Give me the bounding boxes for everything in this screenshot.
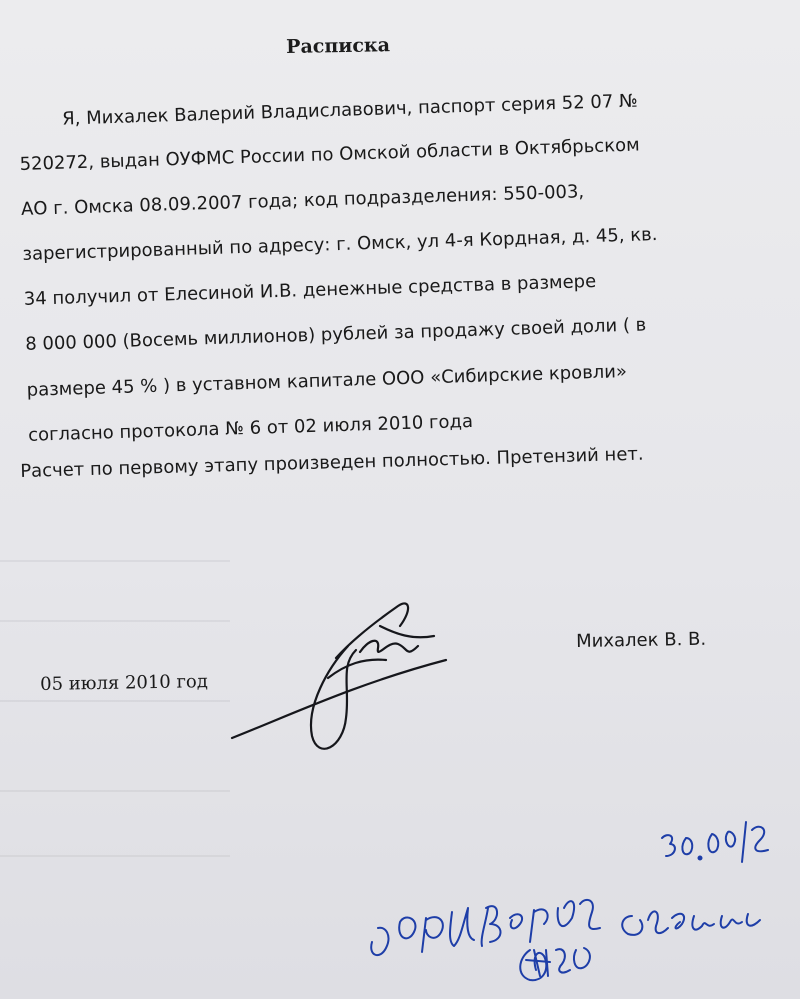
body-line: Я, Михалек Валерий Владиславович, паспорт серия 52 07 № — [61, 90, 639, 130]
body-line: 34 получил от Елесиной И.В. денежные средства в размере — [23, 270, 597, 310]
body-line: АО г. Омска 08.09.2007 года; код подразделения: 550-003, — [20, 181, 585, 220]
certification-note — [350, 800, 770, 990]
signature-image — [228, 588, 458, 778]
body-line: 520272, выдан ОУФМС России по Омской области в Октябрьском — [19, 134, 640, 175]
settlement-statement: Расчет по первому этапу произведен полностью. Претензий нет. — [20, 443, 644, 482]
document-title: Расписка — [286, 34, 391, 58]
show-through-line — [0, 560, 230, 562]
body-line: 8 000 000 (Восемь миллионов) рублей за продажу своей доли ( в — [24, 314, 647, 355]
receipt-body — [18, 87, 798, 446]
document-date: 05 июля 2010 год — [40, 671, 209, 695]
body-line: зарегистрированный по адресу: г. Омск, ул 4-я Кордная, д. 45, кв. — [22, 223, 658, 265]
show-through-line — [0, 700, 230, 702]
show-through-line — [0, 620, 230, 622]
show-through-line — [0, 790, 230, 792]
body-line: согласно протокола № 6 от 02 июля 2010 года — [27, 410, 474, 446]
show-through-line — [0, 855, 230, 857]
body-line: размере 45 % ) в уставном капитале ООО «Сибирские кровли» — [26, 361, 628, 401]
signatory-name: Михалек В. В. — [576, 628, 707, 652]
